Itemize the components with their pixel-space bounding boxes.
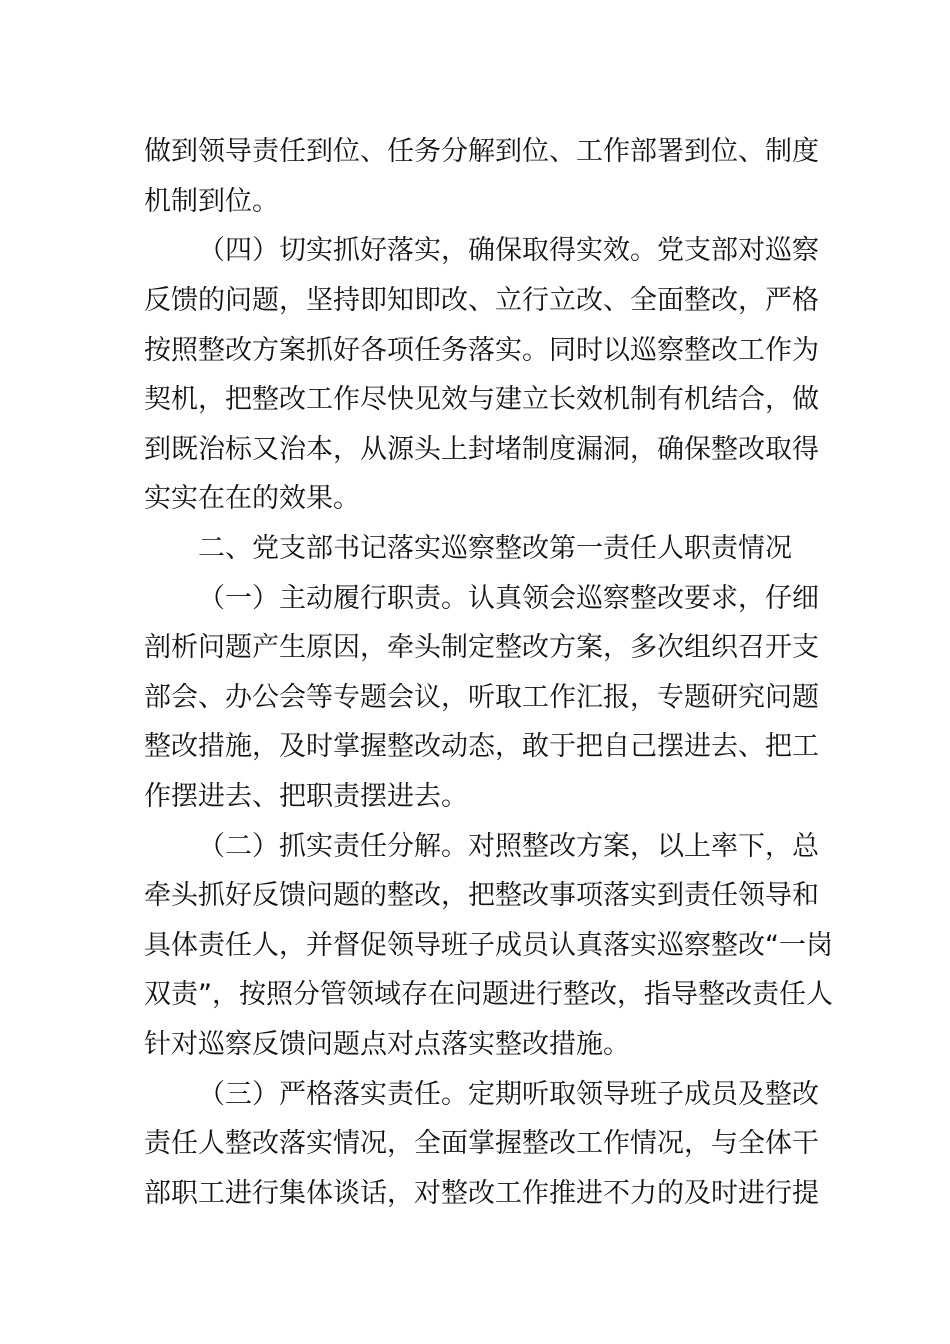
paragraph-line: 部会、办公会等专题会议，听取工作汇报，专题研究问题: [144, 682, 819, 713]
paragraph-line: 实实在在的效果。: [144, 483, 360, 514]
paragraph-line: 反馈的问题，坚持即知即改、立行立改、全面整改，严格: [144, 285, 819, 316]
paragraph-line: （一）主动履行职责。认真领会巡察整改要求，仔细: [198, 583, 819, 614]
paragraph-line: （二）抓实责任分解。对照整改方案，以上率下，总: [198, 831, 819, 862]
paragraph-line: 责任人整改落实情况，全面掌握整改工作情况，与全体干: [144, 1128, 819, 1159]
paragraph-line: 剖析问题产生原因，牵头制定整改方案，多次组织召开支: [144, 632, 819, 663]
paragraph-line: 做到领导责任到位、任务分解到位、工作部署到位、制度: [144, 136, 819, 167]
paragraph-line: 双责”，按照分管领域存在问题进行整改，指导整改责任人: [144, 979, 833, 1010]
paragraph-line: 整改措施，及时掌握整改动态，敢于把自己摆进去、把工: [144, 731, 819, 762]
paragraph-line: 按照整改方案抓好各项任务落实。同时以巡察整改工作为: [144, 335, 819, 366]
paragraph-line: 机制到位。: [144, 186, 279, 217]
paragraph-line: 具体责任人，并督促领导班子成员认真落实巡察整改“一岗: [144, 930, 833, 961]
paragraph-line: 部职工进行集体谈话，对整改工作推进不力的及时进行提: [144, 1178, 819, 1209]
paragraph-line: 牵头抓好反馈问题的整改，把整改事项落实到责任领导和: [144, 880, 819, 911]
section-heading: 二、党支部书记落实巡察整改第一责任人职责情况: [198, 533, 792, 564]
paragraph-line: （四）切实抓好落实，确保取得实效。党支部对巡察: [198, 235, 819, 266]
paragraph-line: 到既治标又治本，从源头上封堵制度漏洞，确保整改取得: [144, 434, 819, 465]
paragraph-line: （三）严格落实责任。定期听取领导班子成员及整改: [198, 1079, 819, 1110]
paragraph-line: 作摆进去、把职责摆进去。: [144, 781, 468, 812]
paragraph-line: 针对巡察反馈问题点对点落实整改措施。: [144, 1029, 630, 1060]
paragraph-line: 契机，把整改工作尽快见效与建立长效机制有机结合，做: [144, 384, 819, 415]
